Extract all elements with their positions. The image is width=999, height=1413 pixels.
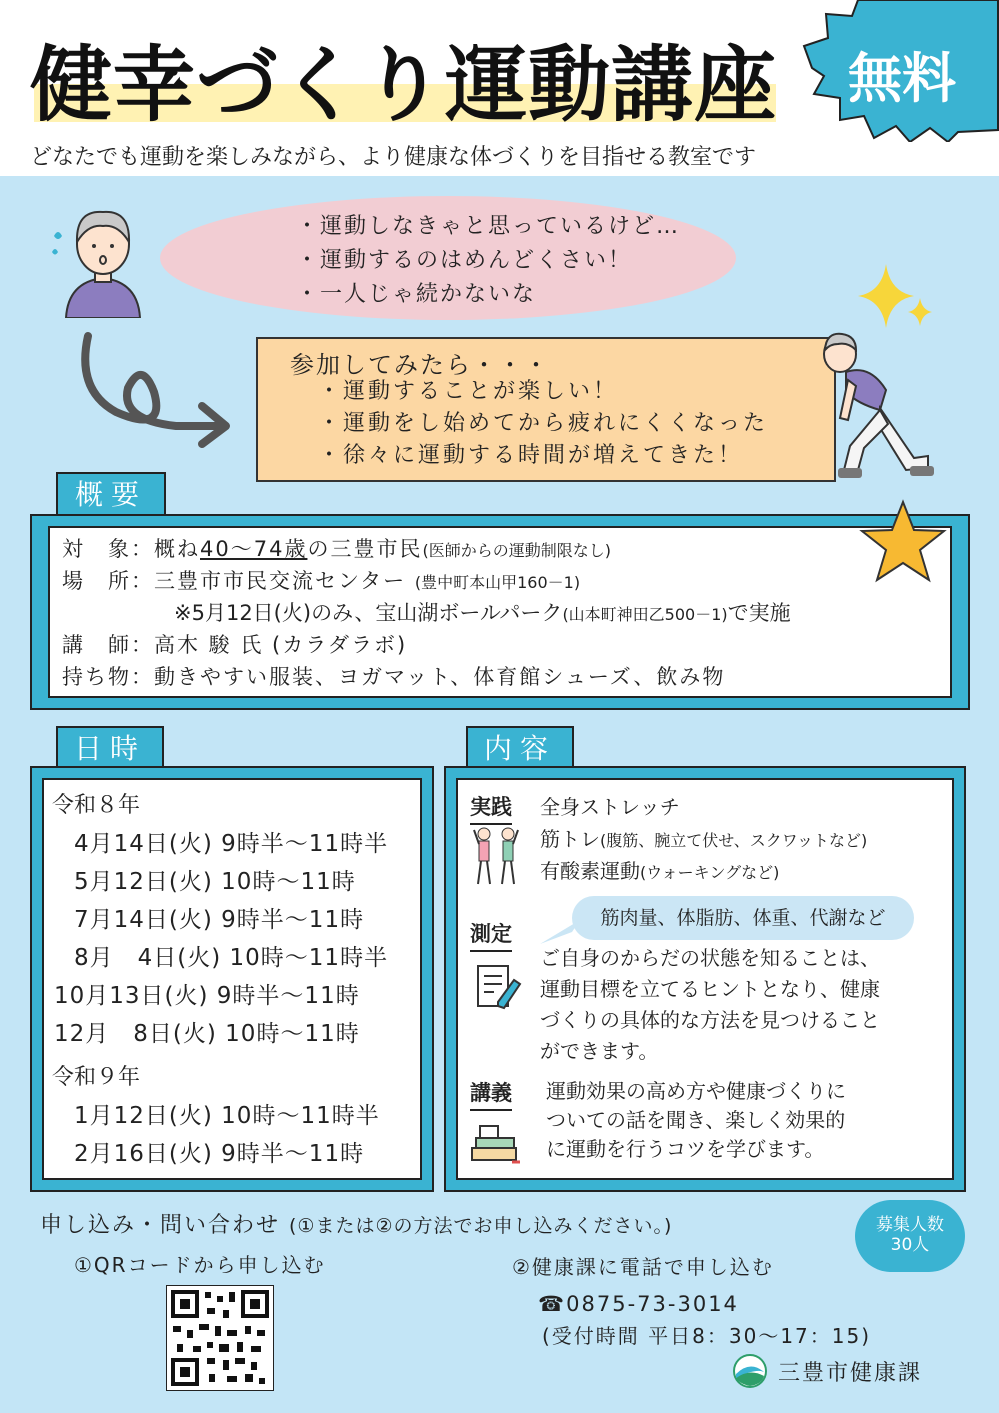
worried-person-icon <box>48 200 158 318</box>
apply-note: (①または②の方法でお申し込みください。) <box>289 1215 673 1237</box>
worry-item: ・運動するのはめんどくさい！ <box>296 248 633 273</box>
schedule-time: 10時～11時半 <box>221 1103 380 1129</box>
schedule-date: 8月 4日(火) <box>74 945 222 971</box>
apply-heading <box>40 1208 672 1239</box>
schedule-row <box>74 901 364 934</box>
target-post: の三豊市民 <box>307 537 423 561</box>
benefit-item: ・運動することが楽しい！ <box>318 379 619 404</box>
overview-items <box>62 661 725 691</box>
recruit-badge <box>855 1200 965 1272</box>
place-alt-address: (山本町神田乙500－1) <box>562 605 728 624</box>
practice-item-2 <box>540 823 867 852</box>
benefit-item: ・徐々に運動する時間が増えてきた！ <box>318 443 744 468</box>
schedule-time: 10時～11時 <box>221 869 356 895</box>
target-pre: 概ね <box>154 537 200 561</box>
schedule-time: 9時半～11時 <box>221 907 365 933</box>
practice-item-2-note: (腹筋、腕立て伏せ、スクワットなど) <box>600 831 868 850</box>
measure-text-line: づくりの具体的な方法を見つけること <box>540 1008 880 1032</box>
measure-text-line: ができます。 <box>540 1039 659 1063</box>
schedule-date: 12月 8日(火) <box>54 1021 217 1047</box>
place-alt-text: ※5月12日(火)のみ、宝山湖ボールパーク <box>174 601 563 625</box>
schedule-date: 4月14日(火) <box>74 831 213 857</box>
schedule-row <box>74 1135 364 1168</box>
practice-item-2-label: 筋トレ <box>540 827 600 851</box>
benefits-heading: 参加してみたら・・・ <box>290 351 550 379</box>
schedule-date: 1月12日(火) <box>74 1103 213 1129</box>
schedule-row <box>74 825 388 858</box>
lecture-text-line: ついての話を聞き、楽しく効果的 <box>546 1108 846 1132</box>
department-name: 三豊市健康課 <box>778 1361 923 1386</box>
overview-place-alt <box>174 597 791 627</box>
lecture-text-line: に運動を行うコツを学びます。 <box>546 1137 825 1161</box>
measure-text-line: 運動目標を立てるヒントとなり、健康 <box>540 977 880 1001</box>
recruit-count: 30人 <box>890 1235 930 1255</box>
practice-item-1: 全身ストレッチ <box>540 795 680 819</box>
items-label: 持ち物： <box>62 665 154 689</box>
schedule-time: 10時～11時半 <box>229 945 389 971</box>
apply-method-phone: ②健康課に電話で申し込む <box>512 1255 774 1279</box>
practice-item-3 <box>540 855 779 884</box>
phone-number[interactable]: ☎0875-73-3014 <box>538 1292 739 1316</box>
worry-item: ・一人じゃ続かないな <box>296 282 537 307</box>
qr-code[interactable] <box>166 1285 274 1391</box>
tab-content: 内容 <box>466 726 574 772</box>
place-label: 場 所： <box>62 569 154 593</box>
items-text: 動きやすい服装、ヨガマット、体育館シューズ、飲み物 <box>154 665 726 689</box>
schedule-time: 9時半～11時 <box>221 1141 365 1167</box>
memo-pencil-icon <box>474 962 522 1012</box>
star-icon <box>858 498 948 584</box>
benefits-list <box>318 376 768 472</box>
schedule-row <box>54 977 360 1010</box>
city-logo-icon <box>732 1354 768 1388</box>
practice-label: 実践 <box>470 791 512 825</box>
schedule-year-2: 令和９年 <box>52 1065 141 1090</box>
worry-item: ・運動しなきゃと思っているけど… <box>296 214 681 239</box>
curly-arrow-icon <box>76 330 236 450</box>
schedule-time: 10時～11時 <box>225 1021 360 1047</box>
schedule-time: 9時半～11時 <box>216 983 360 1009</box>
measure-text-line: ご自身のからだの状態を知ることは、 <box>540 946 880 970</box>
target-label: 対 象： <box>62 537 154 561</box>
tab-schedule: 日時 <box>56 726 164 772</box>
schedule-row <box>74 1097 380 1130</box>
apply-method-qr: ①QRコードから申し込む <box>74 1253 326 1277</box>
practice-item-3-label: 有酸素運動 <box>540 859 640 883</box>
place-address: (豊中町本山甲160－1) <box>414 573 581 592</box>
measure-text <box>540 943 880 1067</box>
overview-teacher <box>62 629 407 659</box>
lecture-text-line: 運動効果の高め方や健康づくりに <box>546 1079 846 1103</box>
stretching-person-icon <box>810 328 938 488</box>
schedule-date: 10月13日(火) <box>54 983 209 1009</box>
schedule-date: 5月12日(火) <box>74 869 213 895</box>
teacher-label: 講 師： <box>62 633 154 657</box>
schedule-year-1: 令和８年 <box>52 793 141 818</box>
target-note: (医師からの運動制限なし) <box>422 541 611 560</box>
place-alt-post: で実施 <box>727 601 791 625</box>
lecture-label: 講義 <box>470 1077 512 1111</box>
books-icon <box>466 1118 522 1166</box>
schedule-row <box>74 863 356 896</box>
tab-overview: 概要 <box>56 472 166 518</box>
schedule-date: 2月16日(火) <box>74 1141 213 1167</box>
schedule-date: 7月14日(火) <box>74 907 213 933</box>
sparkle-icon <box>856 262 936 332</box>
overview-place <box>62 565 580 595</box>
measure-label: 測定 <box>470 918 512 952</box>
teacher-name: 高木 駿 氏 (カラダラボ) <box>154 633 408 657</box>
recruit-label: 募集人数 <box>876 1215 944 1235</box>
lecture-text <box>546 1077 846 1164</box>
schedule-time: 9時半～11時半 <box>221 831 389 857</box>
overview-target <box>62 533 611 563</box>
page-subtitle: どなたでも運動を楽しみながら、より健康な体づくりを目指せる教室です <box>30 145 757 170</box>
place-name: 三豊市市民交流センター <box>154 569 407 593</box>
target-age: 40～74歳 <box>200 537 308 561</box>
benefit-item: ・運動をし始めてから疲れにくくなった <box>318 411 769 436</box>
practice-item-3-note: (ウォーキングなど) <box>640 863 780 882</box>
qr-code-icon <box>167 1286 273 1390</box>
schedule-row <box>54 1015 360 1048</box>
apply-title: 申し込み・問い合わせ <box>40 1213 281 1238</box>
exercise-people-icon <box>472 826 520 886</box>
measure-bubble: 筋肉量、体脂肪、体重、代謝など <box>572 896 914 940</box>
schedule-row <box>74 939 388 972</box>
free-badge-label: 無料 <box>848 47 956 110</box>
worries-list <box>296 210 680 312</box>
reception-hours: (受付時間 平日8：30～17：15) <box>542 1324 872 1348</box>
page-title: 健幸づくり運動講座 <box>30 38 778 133</box>
